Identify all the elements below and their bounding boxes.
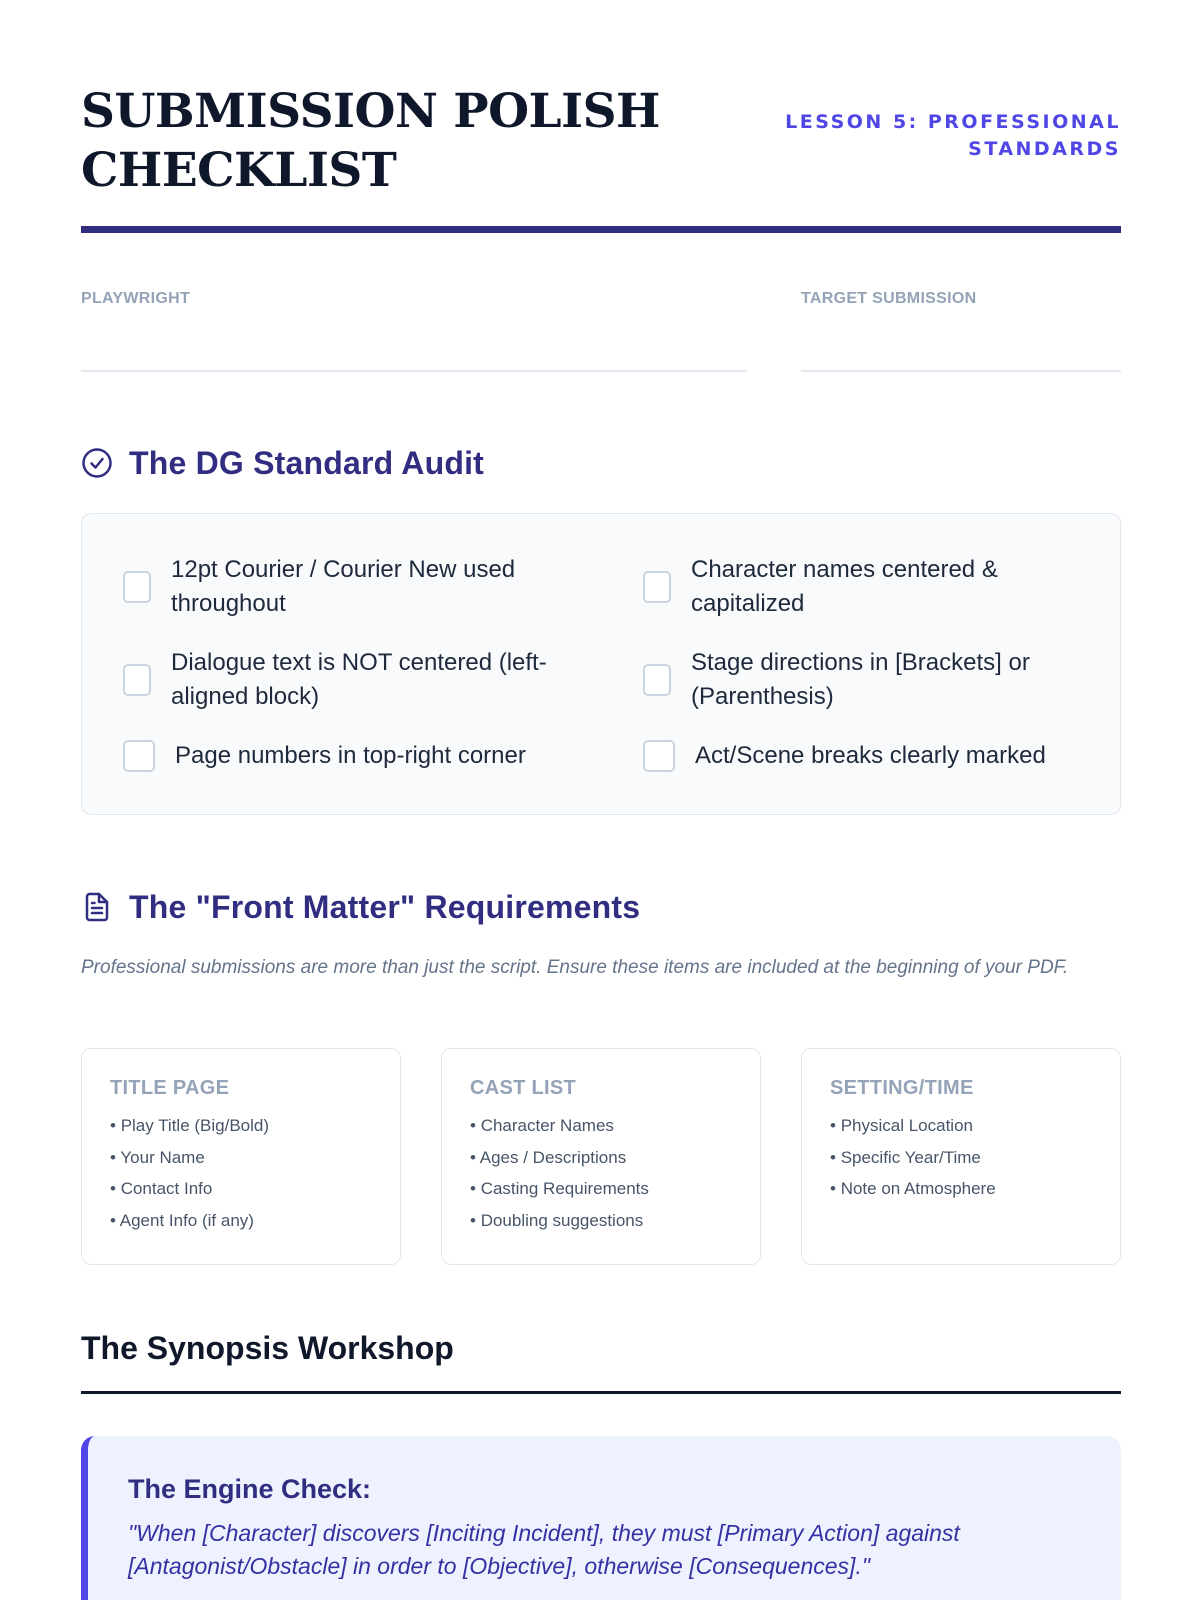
engine-check-title: The Engine Check:	[128, 1474, 372, 1504]
audit-item-label: 12pt Courier / Courier New used throughout	[171, 556, 516, 617]
page-title: SUBMISSION POLISH CHECKLIST	[81, 84, 660, 198]
audit-heading	[81, 443, 484, 483]
playwright-field[interactable]	[81, 370, 747, 372]
checkbox[interactable]	[643, 740, 675, 772]
audit-item-label: Character names centered & capitalized	[691, 556, 998, 617]
list-item: • Specific Year/Time	[830, 1147, 981, 1167]
audit-item[interactable]	[123, 739, 593, 773]
audit-item-label: Stage directions in [Brackets] or (Parenthesis)	[691, 649, 1030, 710]
engine-check-box	[81, 1436, 1121, 1600]
target-submission-field[interactable]	[801, 370, 1121, 372]
list-item: • Play Title (Big/Bold)	[110, 1116, 270, 1135]
list-item: • Character Names	[470, 1116, 614, 1135]
audit-item[interactable]	[643, 646, 1083, 714]
checkbox[interactable]	[123, 571, 151, 603]
engine-check-quote: "When [Character] discovers [Inciting Incident], they must [Primary Action] against [Antagonist/Obstacle] in order to [Objective], otherwise [Consequences]."	[128, 1520, 960, 1579]
synopsis-heading: The Synopsis Workshop	[81, 1330, 454, 1366]
audit-item[interactable]	[123, 553, 593, 621]
audit-item[interactable]	[643, 739, 1103, 773]
list-item: • Physical Location	[830, 1116, 973, 1135]
list-item: • Your Name	[110, 1147, 205, 1167]
front-matter-intro: Professional submissions are more than just the script. Ensure these items are included at the beginning of your PDF.	[81, 957, 1069, 978]
document-icon	[81, 891, 113, 923]
list-item: • Casting Requirements	[470, 1179, 649, 1198]
checkbox[interactable]	[643, 664, 671, 696]
audit-checklist	[81, 513, 1121, 815]
title-page-card	[81, 1048, 401, 1265]
lesson-label: LESSON 5: PROFESSIONAL STANDARDS	[785, 111, 1121, 160]
front-matter-heading	[81, 887, 640, 927]
check-circle-icon	[81, 447, 113, 479]
list-item: • Doubling suggestions	[470, 1210, 644, 1230]
card-title: CAST LIST	[470, 1077, 577, 1099]
playwright-label: PLAYWRIGHT	[81, 290, 191, 307]
checkbox[interactable]	[123, 740, 155, 772]
target-submission-label: TARGET SUBMISSION	[801, 290, 977, 307]
checkbox[interactable]	[123, 664, 151, 696]
audit-item[interactable]	[123, 646, 593, 714]
card-title: TITLE PAGE	[110, 1077, 230, 1099]
synopsis-divider	[81, 1391, 1121, 1394]
cast-list-card	[441, 1048, 761, 1265]
list-item: • Ages / Descriptions	[470, 1147, 627, 1167]
list-item: • Agent Info (if any)	[110, 1210, 254, 1230]
checkbox[interactable]	[643, 571, 671, 603]
list-item: • Note on Atmosphere	[830, 1179, 996, 1198]
header	[81, 82, 1121, 202]
header-divider	[81, 226, 1121, 233]
setting-time-card	[801, 1048, 1121, 1265]
audit-item-label: Act/Scene breaks clearly marked	[695, 742, 1046, 769]
audit-heading-text: The DG Standard Audit	[129, 444, 485, 481]
audit-item-label: Page numbers in top-right corner	[175, 742, 526, 769]
audit-item[interactable]	[643, 553, 1083, 621]
list-item: • Contact Info	[110, 1179, 213, 1198]
audit-item-label: Dialogue text is NOT centered (left-aligned block)	[171, 649, 547, 710]
card-title: SETTING/TIME	[830, 1077, 974, 1099]
front-matter-heading-text: The "Front Matter" Requirements	[129, 888, 641, 925]
